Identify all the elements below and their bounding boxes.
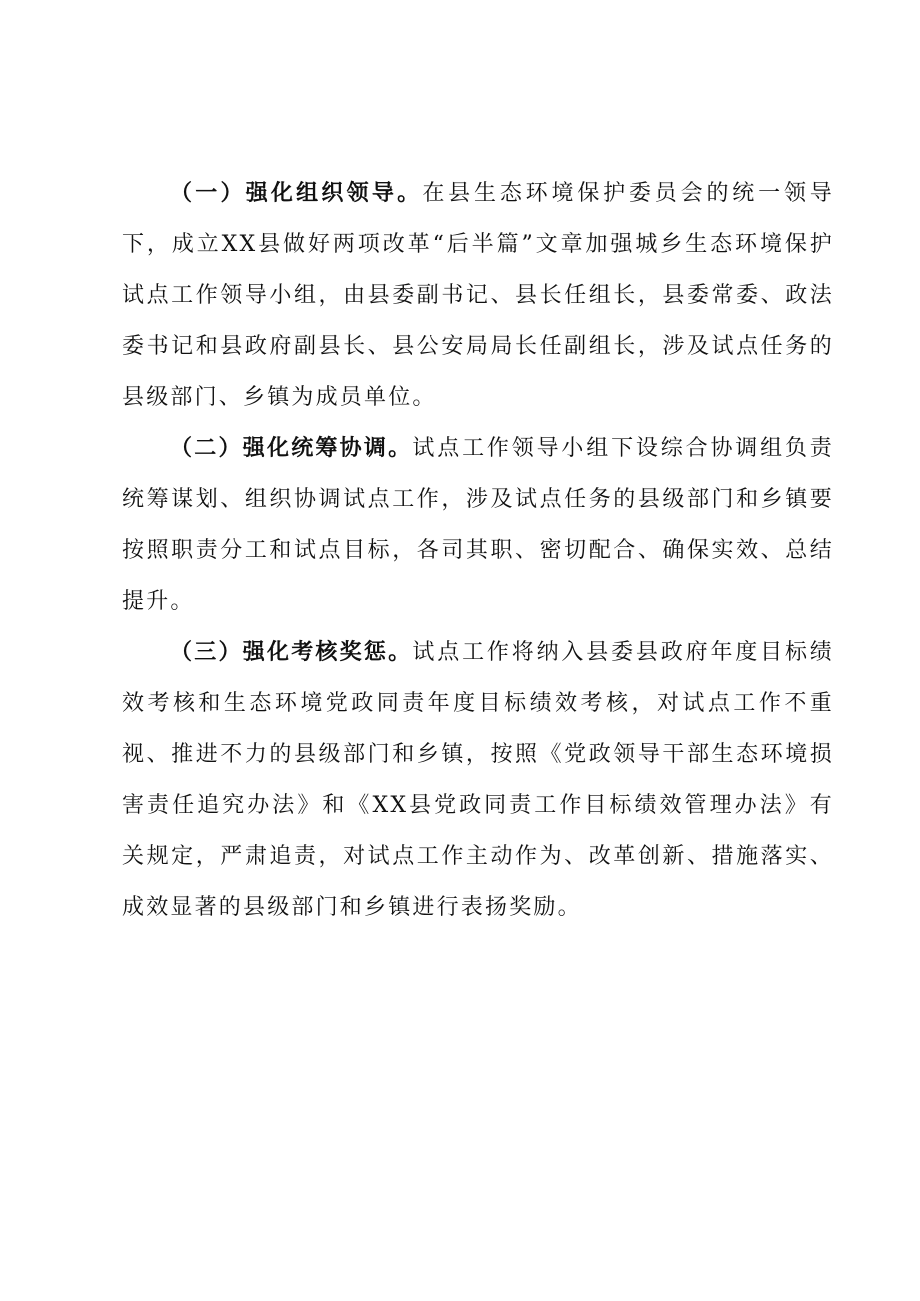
paragraph-text: 试点工作领导小组下设综合协调组负责统筹谋划、组织协调试点工作，涉及试点任务的县级部门和乡镇要按照职责分工和试点目标，各司其职、密切配合、确保实效、总结提升。 (122, 436, 834, 614)
paragraph-heading: （三）强化考核奖惩。 (170, 639, 413, 665)
paragraph-coordination (122, 423, 834, 627)
paragraph-text: 在县生态环境保护委员会的统一领导下，成立XX县做好两项改革“后半篇”文章加强城乡生态环境保护试点工作领导小组，由县委副书记、县长任组长，县委常委、政法委书记和县政府副县长、县公安局局长任副组长，涉及试点任务的县级部门、乡镇为成员单位。 (122, 181, 834, 410)
paragraph-organization-leadership (122, 168, 834, 423)
paragraph-text: 试点工作将纳入县委县政府年度目标绩效考核和生态环境党政同责年度目标绩效考核，对试点工作不重视、推进不力的县级部门和乡镇，按照《党政领导干部生态环境损害责任追究办法》和《XX县党政同责工作目标绩效管理办法》有关规定，严肃追责，对试点工作主动作为、改革创新、措施落实、成效显著的县级部门和乡镇进行表扬奖励。 (122, 640, 834, 920)
document-body (122, 168, 834, 933)
paragraph-heading: （一）强化组织领导。 (170, 180, 423, 206)
paragraph-heading: （二）强化统筹协调。 (170, 435, 413, 461)
paragraph-assessment (122, 627, 834, 933)
